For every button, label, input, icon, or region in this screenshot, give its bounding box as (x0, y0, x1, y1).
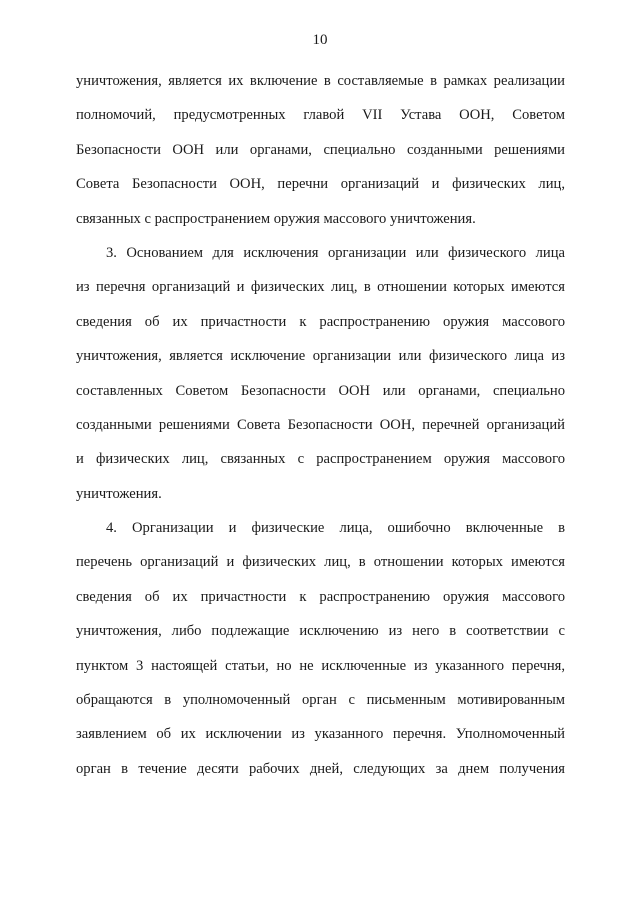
text-line: уничтожения, является исключение организации или физического лица из (76, 348, 565, 365)
text-line: перечень организаций и физических лиц, в отношении которых имеются (76, 554, 565, 571)
text-line: Безопасности ООН или органами, специально созданными решениями (76, 141, 565, 158)
text-line: составленных Советом Безопасности ООН или органами, специально (76, 382, 565, 399)
text-line: уничтожения, либо подлежащие исключению из него в соответствии с (76, 623, 565, 640)
text-line: заявлением об их исключении из указанного перечня. Уполномоченный (76, 726, 565, 743)
text-line: 3. Основанием для исключения организации или физического лица (106, 244, 565, 261)
document-body (76, 64, 565, 786)
text-line: уничтожения, является их включение в составляемые в рамках реализации (76, 73, 565, 89)
text-line: созданными решениями Совета Безопасности ООН, перечней организаций (76, 416, 565, 433)
text-line: из перечня организаций и физических лиц, в отношении которых имеются (76, 279, 565, 296)
page-number: 10 (312, 32, 328, 48)
text-line: Совета Безопасности ООН, перечни организаций и физических лиц, (76, 176, 565, 193)
text-line: сведения об их причастности к распространению оружия массового (76, 313, 565, 330)
text-line: полномочий, предусмотренных главой VII Устава ООН, Советом (76, 107, 565, 124)
text-line: уничтожения. (76, 485, 162, 502)
text-line: и физических лиц, связанных с распространением оружия массового (76, 451, 565, 468)
text-line: орган в течение десяти рабочих дней, следующих за днем получения (76, 760, 565, 777)
text-line: 4. Организации и физические лица, ошибочно включенные в (106, 520, 565, 537)
text-line: связанных с распространением оружия массового уничтожения. (76, 210, 476, 227)
text-line: сведения об их причастности к распространению оружия массового (76, 588, 565, 605)
text-line: пунктом 3 настоящей статьи, но не исключенные из указанного перечня, (76, 657, 565, 674)
text-line: обращаются в уполномоченный орган с письменным мотивированным (76, 692, 565, 709)
